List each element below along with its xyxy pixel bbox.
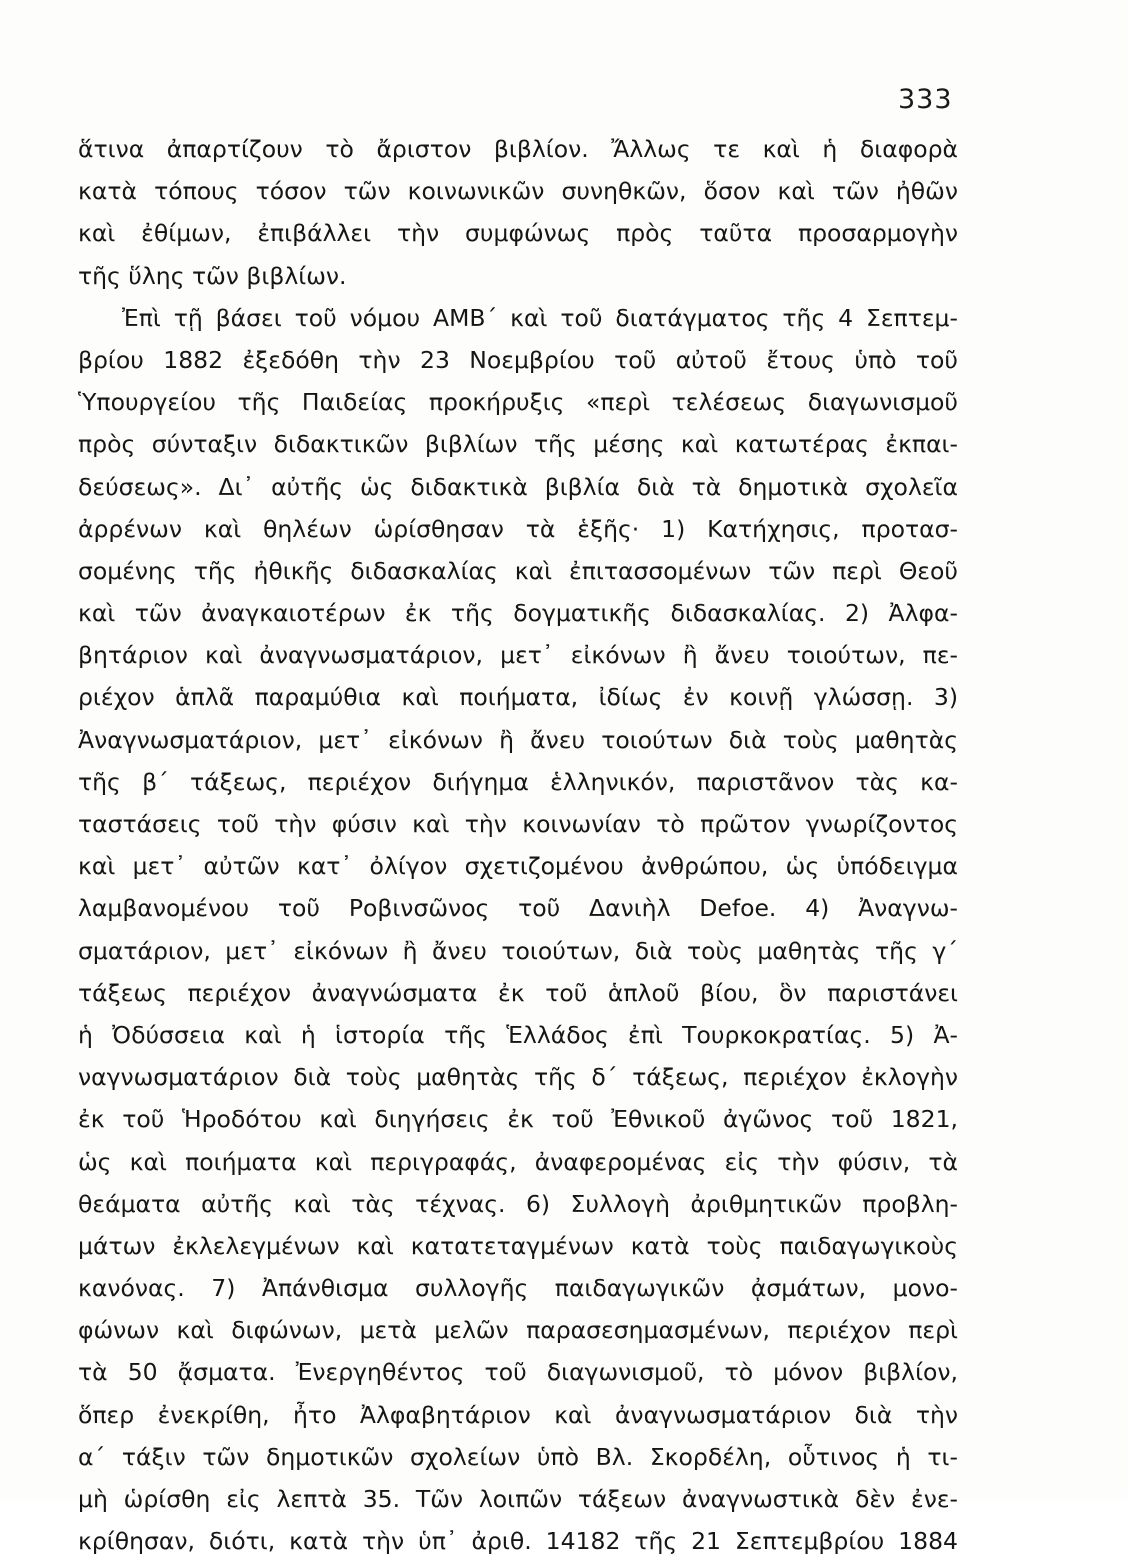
text-line: μάτων ἐκλελεγμένων καὶ κατατεταγμένων κατὰ τοὺς παιδαγωγικοὺς: [78, 1231, 958, 1260]
text-line: βητάριον καὶ ἀναγνωσματάριον, μετ᾽ εἰκόνων ἢ ἄνευ τοιούτων, πε-: [78, 641, 958, 670]
text-line: ὡς καὶ ποιήματα καὶ περιγραφάς, ἀναφερομένας εἰς τὴν φύσιν, τὰ: [78, 1147, 958, 1176]
text-line: κατὰ τόπους τόσον τῶν κοινωνικῶν συνηθκῶν, ὅσον καὶ τῶν ἠθῶν: [78, 177, 958, 206]
text-line: μὴ ὡρίσθη εἰς λεπτὰ 35. Τῶν λοιπῶν τάξεων ἀναγνωστικὰ δὲν ἐνε-: [78, 1485, 958, 1513]
text-line: ριέχον ἁπλᾶ παραμύθια καὶ ποιήματα, ἰδίως ἐν κοινῇ γλώσσῃ. 3): [78, 683, 958, 712]
text-line: σματάριον, μετ᾽ εἰκόνων ἢ ἄνευ τοιούτων, διὰ τοὺς μαθητὰς τῆς γ΄: [78, 936, 958, 965]
text-line: καὶ μετ᾽ αὐτῶν κατ᾽ ὀλίγον σχετιζομένου ἀνθρώπου, ὡς ὑπόδειγμα: [78, 852, 958, 881]
text-line: ναγνωσματάριον διὰ τοὺς μαθητὰς τῆς δ΄ τάξεως, περιέχον ἐκλογὴν: [78, 1063, 958, 1092]
text-line: τάξεως περιέχον ἀναγνώσματα ἐκ τοῦ ἁπλοῦ βίου, ὃν παριστάνει: [78, 978, 958, 1007]
text-line: κρίθησαν, διότι, κατὰ τὴν ὑπ᾽ ἀριθ. 14182 τῆς 21 Σεπτεμβρίου 1884: [78, 1527, 958, 1556]
text-line: ἐκ τοῦ Ἡροδότου καὶ διηγήσεις ἐκ τοῦ Ἐθνικοῦ ἀγῶνος τοῦ 1821,: [78, 1105, 958, 1134]
text-line: βρίου 1882 ἐξεδόθη τὴν 23 Νοεμβρίου τοῦ αὐτοῦ ἔτους ὑπὸ τοῦ: [78, 345, 958, 374]
text-line: ταστάσεις τοῦ τὴν φύσιν καὶ τὴν κοινωνίαν τὸ πρῶτον γνωρίζοντος: [78, 810, 958, 838]
text-line: Ἐπὶ τῇ βάσει τοῦ νόμου ΑΜΒ΄ καὶ τοῦ διατάγματος τῆς 4 Σεπτεμ-: [122, 303, 958, 332]
text-line: θεάματα αὐτῆς καὶ τὰς τέχνας. 6) Συλλογὴ ἀριθμητικῶν προβλη-: [78, 1189, 958, 1218]
text-line: φώνων καὶ διφώνων, μετὰ μελῶν παρασεσημασμένων, περιέχον περὶ: [78, 1316, 958, 1345]
text-line: τῆς ὕλης τῶν βιβλίων.: [78, 261, 347, 290]
text-line: τῆς β΄ τάξεως, περιέχον διήγημα ἑλληνικόν, παριστᾶνον τὰς κα-: [78, 767, 958, 796]
text-line: καὶ ἐθίμων, ἐπιβάλλει τὴν συμφώνως πρὸς ταῦτα προσαρμογὴν: [78, 219, 958, 248]
text-line: λαμβανομένου τοῦ Ροβινσῶνος τοῦ Δανιὴλ Defoe. 4) Ἀναγνω-: [78, 894, 958, 923]
text-line: πρὸς σύνταξιν διδακτικῶν βιβλίων τῆς μέσης καὶ κατωτέρας ἐκπαι-: [78, 430, 958, 459]
text-line: σομένης τῆς ἠθικῆς διδασκαλίας καὶ ἐπιτασσομένων τῶν περὶ Θεοῦ: [78, 556, 958, 585]
text-line: ἀρρένων καὶ θηλέων ὡρίσθησαν τὰ ἑξῆς· 1) Κατήχησις, προτασ-: [78, 514, 958, 543]
text-line: κανόνας. 7) Ἀπάνθισμα συλλογῆς παιδαγωγικῶν ᾀσμάτων, μονο-: [78, 1274, 958, 1303]
body-text: [78, 128, 958, 1562]
page-number: 333: [898, 84, 953, 115]
text-line: τὰ 50 ᾄσματα. Ἐνεργηθέντος τοῦ διαγωνισμοῦ, τὸ μόνον βιβλίον,: [78, 1358, 958, 1387]
text-line: ἅτινα ἀπαρτίζουν τὸ ἄριστον βιβλίον. Ἄλλως τε καὶ ἡ διαφορὰ: [78, 135, 958, 163]
text-line: Ἀναγνωσματάριον, μετ᾽ εἰκόνων ἢ ἄνευ τοιούτων διὰ τοὺς μαθητὰς: [78, 725, 958, 754]
text-line: καὶ τῶν ἀναγκαιοτέρων ἐκ τῆς δογματικῆς διδασκαλίας. 2) Ἀλφα-: [78, 599, 958, 628]
text-line: Ὑπουργείου τῆς Παιδείας προκήρυξις «περὶ τελέσεως διαγωνισμοῦ: [78, 388, 958, 417]
text-line: α΄ τάξιν τῶν δημοτικῶν σχολείων ὑπὸ Βλ. Σκορδέλη, οὗτινος ἡ τι-: [78, 1442, 958, 1471]
text-line: ὅπερ ἐνεκρίθη, ἦτο Ἀλφαβητάριον καὶ ἀναγνωσματάριον διὰ τὴν: [78, 1400, 958, 1429]
text-line: δεύσεως». Δι᾽ αὐτῆς ὡς διδακτικὰ βιβλία διὰ τὰ δημοτικὰ σχολεῖα: [78, 472, 958, 501]
text-line: ἡ Ὀδύσσεια καὶ ἡ ἱστορία τῆς Ἑλλάδος ἐπὶ Τουρκοκρατίας. 5) Ἀ-: [78, 1020, 958, 1049]
